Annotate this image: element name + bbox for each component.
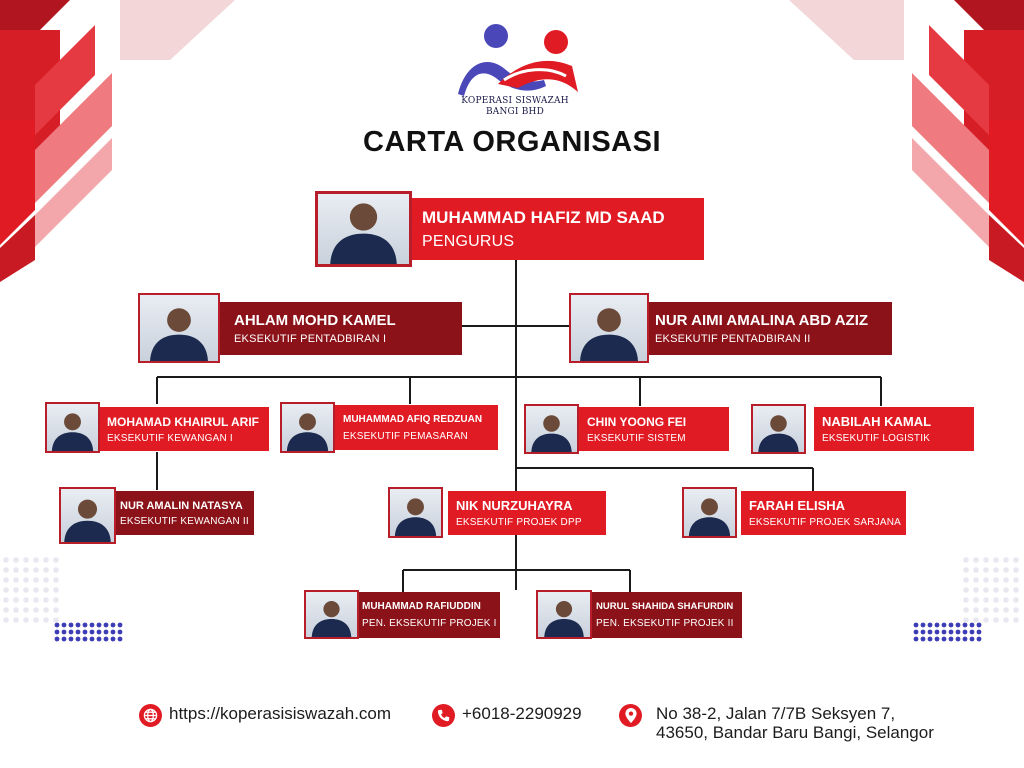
member-name: CHIN YOONG FEI [587,414,687,429]
member-role: PEN. EKSEKUTIF PROJEK II [596,618,734,629]
footer-website [139,704,391,727]
member-name: MUHAMMAD RAFIUDDIN [362,601,481,612]
member-photo [59,487,116,544]
member-name: NUR AIMI AMALINA ABD AZIZ [655,312,869,329]
member-photo [569,293,649,363]
website-text[interactable]: https://koperasisiswazah.com [169,704,392,723]
page-title: CARTA ORGANISASI [363,126,661,158]
logo-name-line1: KOPERASI SISWAZAH [461,96,569,106]
address-line1: No 38-2, Jalan 7/7B Seksyen 7, [656,704,896,723]
member-name: AHLAM MOHD KAMEL [234,312,396,329]
member-role: PEN. EKSEKUTIF PROJEK I [362,618,497,629]
member-photo [536,590,592,639]
logo-name-line2: BANGI BHD [485,107,545,117]
member-role: EKSEKUTIF KEWANGAN I [107,432,233,444]
phone-text[interactable]: +6018-2290929 [462,704,582,723]
footer-address [619,704,934,742]
member-role: EKSEKUTIF KEWANGAN II [120,515,249,527]
member-name: MUHAMMAD AFIQ REDZUAN [343,413,483,425]
logo-figures-icon [448,22,584,98]
member-role: EKSEKUTIF PEMASARAN [343,430,468,442]
location-pin-icon [619,704,642,727]
address-line2: 43650, Bandar Baru Bangi, Selangor [656,723,934,742]
member-photo [138,293,220,363]
logo [440,22,590,122]
member-name: MUHAMMAD HAFIZ MD SAAD [422,207,665,227]
phone-icon [432,704,455,727]
member-role: EKSEKUTIF PROJEK DPP [456,517,582,528]
member-photo [280,402,335,453]
member-role: EKSEKUTIF SISTEM [587,432,686,444]
globe-icon [139,704,162,727]
member-name: NURUL SHAHIDA SHAFURDIN [596,601,734,612]
member-role: EKSEKUTIF LOGISTIK [822,433,931,444]
member-name: NIK NURZUHAYRA [456,498,573,513]
member-photo [751,404,806,454]
member-name: NABILAH KAMAL [822,414,932,429]
member-photo [45,402,100,453]
member-role: EKSEKUTIF PENTADBIRAN I [234,333,387,345]
member-photo [388,487,443,538]
member-name: MOHAMAD KHAIRUL ARIF [107,414,259,429]
member-photo [304,590,359,639]
member-role: EKSEKUTIF PROJEK SARJANA [749,517,902,528]
member-photo [524,404,579,454]
member-photo [682,487,737,538]
member-photo [315,191,412,267]
member-role: PENGURUS [422,232,515,250]
member-role: EKSEKUTIF PENTADBIRAN II [655,333,811,345]
footer-phone [432,704,582,727]
member-name: NUR AMALIN NATASYA [120,499,243,512]
member-name: FARAH ELISHA [749,498,846,513]
